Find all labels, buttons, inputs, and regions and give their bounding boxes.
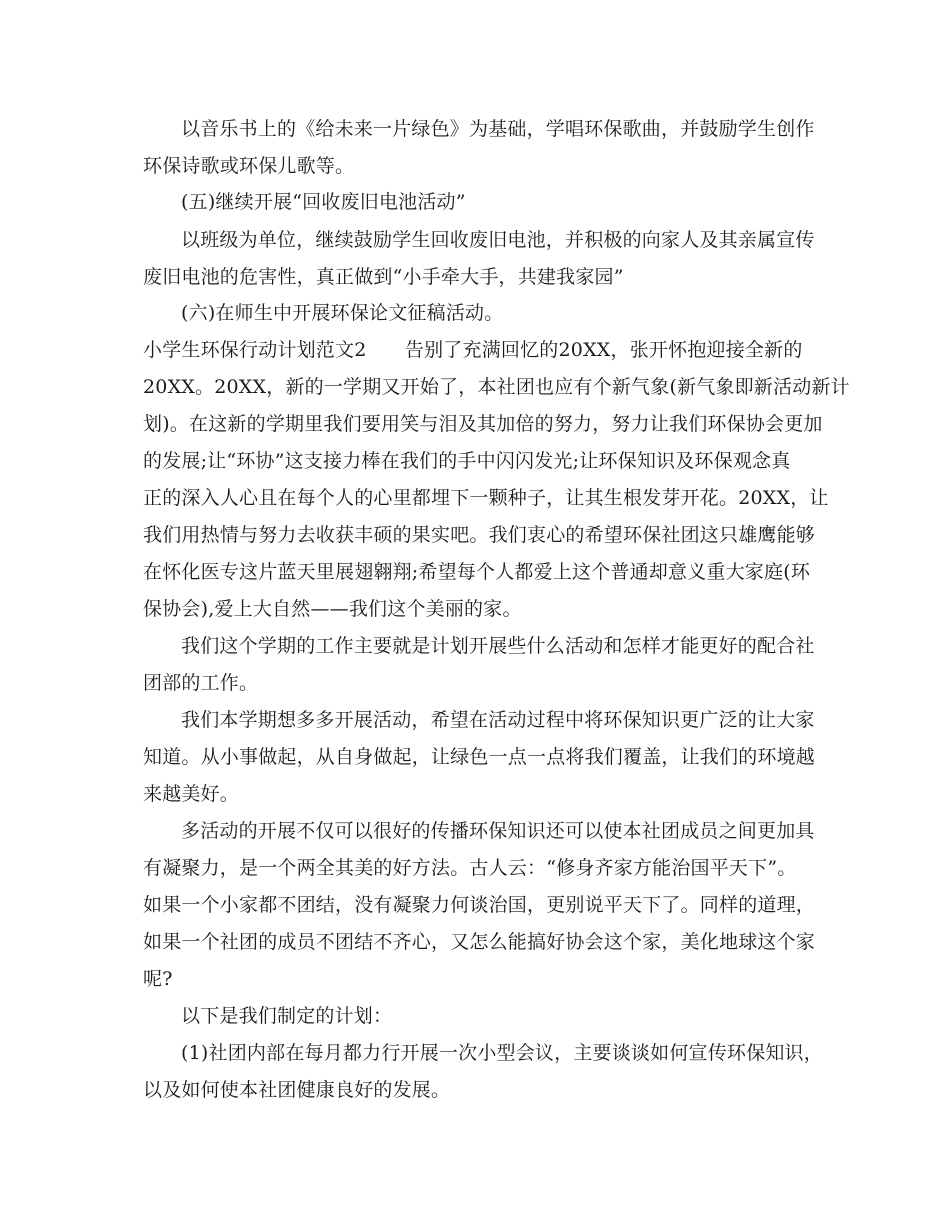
- text-line: 保协会),爱上大自然——我们这个美丽的家。: [143, 598, 522, 620]
- text-line: 我们本学期想多多开展活动，希望在活动过程中将环保知识更广泛的让大家: [181, 709, 815, 731]
- text-line: 如果一个社团的成员不团结不齐心，又怎么能搞好协会这个家，美化地球这个家: [143, 931, 816, 953]
- text-line: 我们用热情与努力去收获丰硕的果实吧。我们衷心的希望环保社团这只雄鹰能够: [143, 524, 816, 546]
- text-line: 有凝聚力，是一个两全其美的好方法。古人云：“修身齐家方能治国平天下”。: [143, 857, 797, 879]
- text-line: 如果一个小家都不团结，没有凝聚力何谈治国，更别说平天下了。同样的道理，: [143, 894, 816, 916]
- text-line: 知道。从小事做起，从自身做起，让绿色一点一点将我们覆盖，让我们的环境越: [143, 746, 816, 768]
- text-line: 以音乐书上的《给未来一片绿色》为基础，学唱环保歌曲，并鼓励学生创作: [181, 118, 815, 140]
- text-line: 以班级为单位，继续鼓励学生回收废旧电池，并积极的向家人及其亲属宣传: [181, 229, 815, 251]
- article-title-line: 小学生环保行动计划范文2 告别了充满回忆的20XX，张开怀抱迎接全新的: [143, 339, 803, 361]
- section-heading: (五)继续开展“回收废旧电池活动”: [181, 191, 466, 213]
- text-line: 划)。在这新的学期里我们要用笑与泪及其加倍的努力，努力让我们环保协会更加: [143, 413, 823, 435]
- text-line: 来越美好。: [143, 783, 240, 805]
- text-line: 的发展;让“环协”这支接力棒在我们的手中闪闪发光;让环保知识及环保观念真: [143, 450, 791, 472]
- text-line: 多活动的开展不仅可以很好的传播环保知识还可以使本社团成员之间更加具: [181, 820, 815, 842]
- text-line: 正的深入人心且在每个人的心里都埋下一颗种子，让其生根发芽开花。20XX，让: [143, 487, 829, 509]
- text-line: 呢?: [143, 968, 173, 990]
- list-item: (1)社团内部在每月都力行开展一次小型会议，主要谈谈如何宣传环保知识，: [181, 1042, 823, 1064]
- text-line: 以及如何使本社团健康良好的发展。: [143, 1079, 451, 1101]
- text-line: 环保诗歌或环保儿歌等。: [143, 155, 355, 177]
- text-line: 20XX。20XX，新的一学期又开始了，本社团也应有个新气象(新气象即新活动新计: [143, 376, 850, 398]
- text-line: 废旧电池的危害性，真正做到“小手牵大手，共建我家园”: [143, 266, 624, 288]
- section-heading: (六)在师生中开展环保论文征稿活动。: [181, 302, 504, 324]
- text-line: 以下是我们制定的计划：: [181, 1005, 393, 1027]
- text-line: 在怀化医专这片蓝天里展翅翱翔;希望每个人都爱上这个普通却意义重大家庭(环: [143, 561, 811, 583]
- text-line: 团部的工作。: [143, 672, 259, 694]
- text-line: 我们这个学期的工作主要就是计划开展些什么活动和怎样才能更好的配合社: [181, 635, 815, 657]
